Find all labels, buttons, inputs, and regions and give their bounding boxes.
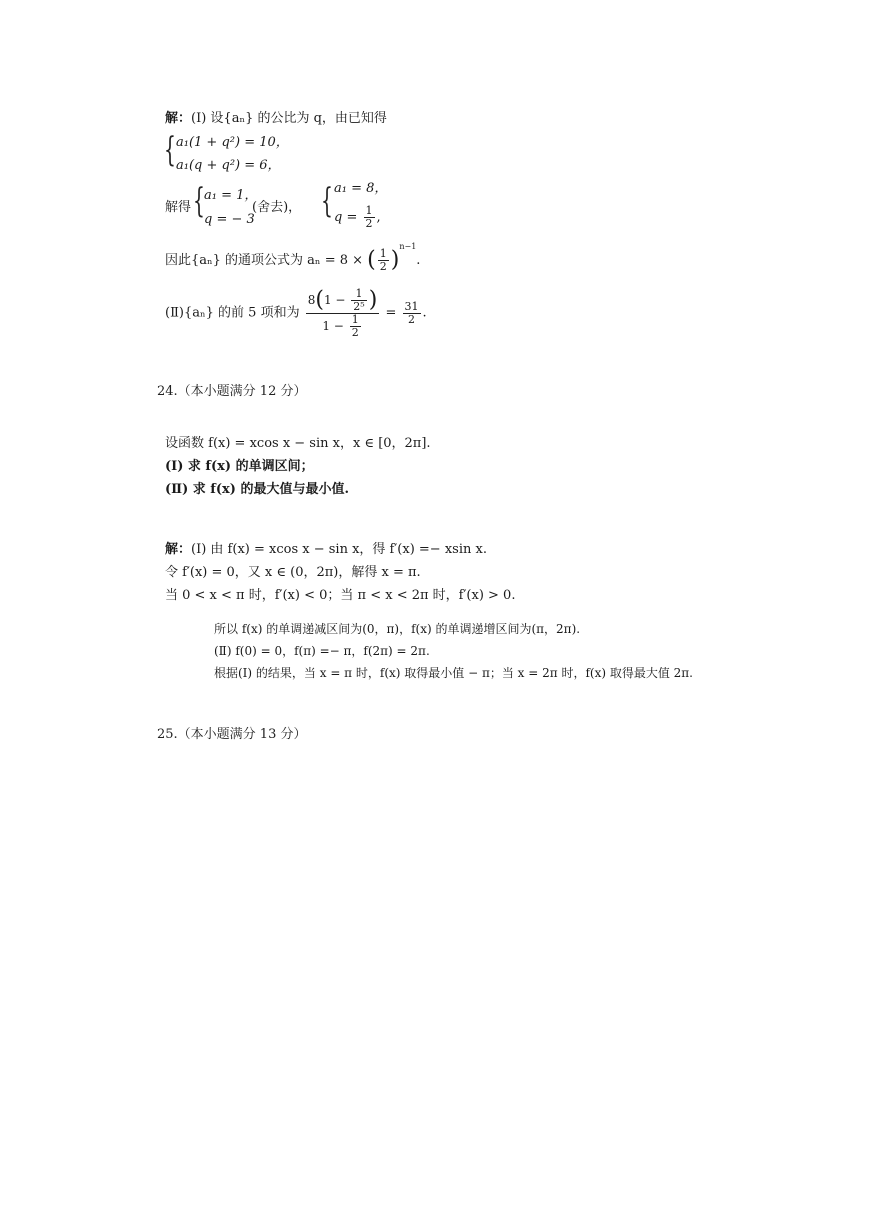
solution-b-eq-2: q = $\frac{1}{2}$ , bbox=[334, 204, 381, 230]
inner-den: 2⁵ bbox=[353, 300, 365, 313]
sum-num-one-minus: 1 − bbox=[323, 293, 346, 307]
solution-b-eq-1: a₁ = 8， bbox=[334, 181, 388, 196]
solution-intro-text: (Ⅰ) 设{aₙ} 的公比为 q，由已知得 bbox=[191, 111, 387, 126]
solution-prefix: 解： bbox=[165, 111, 192, 126]
equals-sign: = bbox=[385, 305, 397, 321]
result-den: 2 bbox=[408, 313, 415, 326]
q24-solution-1 bbox=[165, 542, 487, 558]
q24-solution-6: 根据(Ⅰ) 的结果，当 x = π 时，f(x) 取得最小值 − π；当 x = 2π 时，f(x) 取得最大值 2π. bbox=[214, 666, 693, 680]
discard-note: (舍去)， bbox=[252, 200, 302, 215]
system-eq-2: a₁(q + q²) = 6， bbox=[176, 158, 281, 173]
inner-num: 1 bbox=[351, 288, 366, 301]
ratio-den: 2 bbox=[379, 260, 387, 273]
system-brace: { bbox=[164, 130, 176, 170]
ratio-num: 1 bbox=[379, 247, 387, 260]
sum-den-one-minus: 1 − bbox=[322, 319, 344, 333]
sum-formula bbox=[165, 288, 427, 339]
den-den: 2 bbox=[351, 326, 359, 339]
q24-statement-2: (Ⅰ) 求 f(x) 的单调区间； bbox=[165, 459, 314, 474]
ratio-fraction bbox=[378, 248, 389, 273]
q-equals: q = bbox=[334, 210, 358, 225]
solution-23-intro bbox=[165, 111, 387, 127]
q24-statement-3: (Ⅱ) 求 f(x) 的最大值与最小值. bbox=[165, 482, 350, 497]
question-25-heading: 25.（本小题满分 13 分） bbox=[157, 727, 307, 742]
q24-statement-1: 设函数 f(x) = xcos x − sin x，x ∈ [0，2π]. bbox=[165, 436, 431, 451]
exponent: n−1 bbox=[399, 241, 417, 251]
q24-solution-5: (Ⅱ) f(0) = 0，f(π) =− π，f(2π) = 2π. bbox=[214, 644, 430, 658]
sum-num-8: 8 bbox=[307, 293, 316, 307]
general-period: . bbox=[416, 253, 421, 268]
general-formula: 因此{aₙ} 的通项公式为 aₙ = 8 × ( $\frac{1}{2}$ )$^{n-1}$. bbox=[165, 241, 421, 273]
question-24-heading: 24.（本小题满分 12 分） bbox=[157, 384, 307, 399]
result-num: 31 bbox=[404, 300, 419, 313]
q24-solution-3: 当 0 < x < π 时，f′(x) < 0；当 π < x < 2π 时，f′(x) > 0. bbox=[165, 588, 516, 603]
solve-label: 解得 bbox=[165, 200, 192, 215]
half-fraction bbox=[364, 205, 375, 230]
q24-solution-2: 令 f′(x) = 0，又 x ∈ (0，2π)，解得 x = π. bbox=[165, 565, 421, 580]
den-num: 1 bbox=[351, 313, 359, 326]
solution-a-eq-1: a₁ = 1， bbox=[204, 188, 258, 203]
solution-a-brace: { bbox=[193, 181, 205, 221]
sum-text: (Ⅱ){aₙ} 的前 5 项和为 bbox=[165, 305, 300, 321]
result-fraction bbox=[403, 301, 421, 326]
sum-fraction: 8(1 − $\frac{1}{\text{2⁵}}$ ) 1 − $\frac{1}{2}$ bbox=[307, 287, 378, 339]
inner-fraction bbox=[351, 288, 366, 313]
den-fraction bbox=[350, 314, 361, 339]
q24-solution-prefix: 解： bbox=[165, 542, 192, 557]
solution-a-eq-2: q = − 3 bbox=[204, 212, 255, 227]
half-num: 1 bbox=[365, 204, 373, 217]
general-formula-text: 因此{aₙ} 的通项公式为 aₙ = 8 × bbox=[165, 253, 364, 268]
q24-solution-4: 所以 f(x) 的单调递减区间为(0，π)，f(x) 的单调递增区间为(π，2π). bbox=[214, 622, 581, 636]
system-eq-1: a₁(1 + q²) = 10， bbox=[176, 135, 289, 150]
solution-b-brace: { bbox=[321, 181, 333, 221]
sum-period: . bbox=[422, 305, 427, 321]
q24-solution-1-text: (Ⅰ) 由 f(x) = xcos x − sin x，得 f′(x) =− xsin x. bbox=[191, 542, 487, 557]
half-den: 2 bbox=[365, 217, 373, 230]
